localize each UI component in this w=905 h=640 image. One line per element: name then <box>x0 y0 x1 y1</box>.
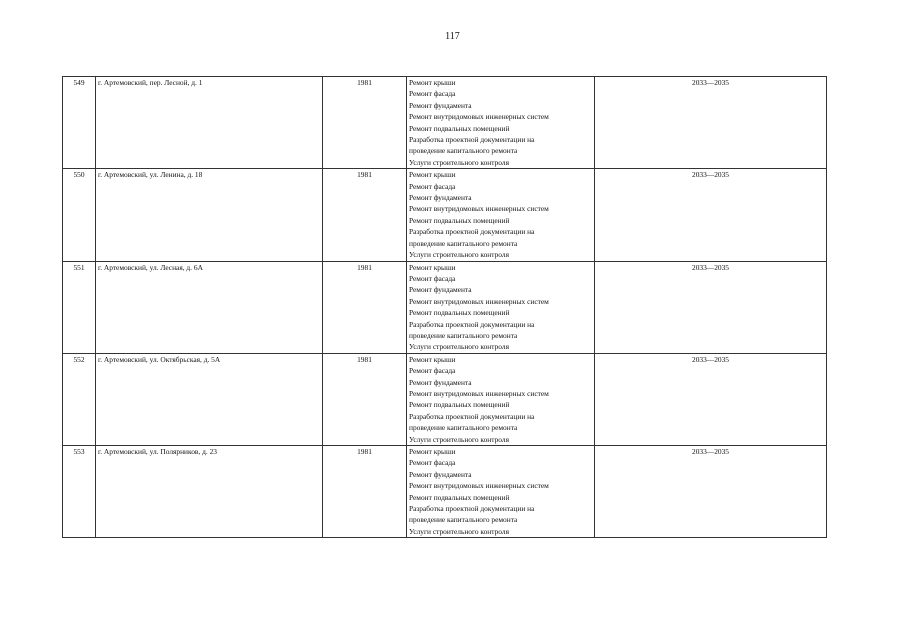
repair-work-item: Ремонт фундамента <box>409 193 472 203</box>
repair-work-item: Ремонт фасада <box>409 273 456 283</box>
building-address: г. Артемовский, ул. Октябрьская, д. 5А <box>96 353 323 445</box>
repair-work-item: Ремонт подвальных помещений <box>409 400 510 410</box>
repair-period: 2033—2035 <box>595 77 827 169</box>
row-number: 550 <box>63 169 96 261</box>
repair-work-item: Ремонт фундамента <box>409 285 472 295</box>
repair-work-item: Ремонт крыши <box>409 170 456 180</box>
repair-work-item: Ремонт крыши <box>409 447 456 456</box>
repair-work-item: Разработка проектной документации на <box>409 227 535 237</box>
repair-period: 2033—2035 <box>595 169 827 261</box>
repair-work-item: проведение капитального ремонта <box>409 238 518 248</box>
repair-work-item: Ремонт подвальных помещений <box>409 308 510 318</box>
construction-year: 1981 <box>323 353 407 445</box>
repair-work-item: проведение капитального ремонта <box>409 146 518 156</box>
table-row <box>63 353 827 445</box>
construction-year: 1981 <box>323 261 407 353</box>
repair-works-list <box>407 169 595 261</box>
row-number: 553 <box>63 446 96 538</box>
repair-work-item: Разработка проектной документации на <box>409 135 535 145</box>
repair-work-item: Услуги строительного контроля <box>409 526 509 536</box>
repair-work-item: Услуги строительного контроля <box>409 342 509 352</box>
repair-work-item: Ремонт крыши <box>409 262 456 272</box>
repair-work-item: проведение капитального ремонта <box>409 423 518 433</box>
building-address: г. Артемовский, ул. Лесная, д. 6А <box>96 261 323 353</box>
repair-work-item: Разработка проектной документации на <box>409 411 535 421</box>
repair-work-item: Услуги строительного контроля <box>409 250 509 260</box>
repair-work-item: Ремонт внутридомовых инженерных систем <box>409 296 549 306</box>
building-address: г. Артемовский, пер. Лесной, д. 1 <box>96 77 323 169</box>
repair-work-item: Услуги строительного контроля <box>409 157 509 167</box>
page-number: 117 <box>445 31 460 42</box>
repair-work-item: Ремонт внутридомовых инженерных систем <box>409 112 549 122</box>
repair-period: 2033—2035 <box>595 353 827 445</box>
repair-works-list <box>407 446 595 538</box>
repair-work-item: Ремонт крыши <box>409 78 456 87</box>
repair-work-item: Разработка проектной документации на <box>409 504 535 514</box>
table-row <box>63 261 827 353</box>
repair-work-item: Услуги строительного контроля <box>409 434 509 444</box>
table-row <box>63 169 827 261</box>
repair-work-item: проведение капитального ремонта <box>409 330 518 340</box>
repair-work-item: Ремонт внутридомовых инженерных систем <box>409 204 549 214</box>
repair-work-item: Ремонт внутридомовых инженерных систем <box>409 481 549 491</box>
repair-period: 2033—2035 <box>595 446 827 538</box>
repair-works-list <box>407 353 595 445</box>
table-row <box>63 77 827 169</box>
repair-works-list <box>407 77 595 169</box>
table-row <box>63 446 827 538</box>
building-address: г. Артемовский, ул. Ленина, д. 18 <box>96 169 323 261</box>
row-number: 551 <box>63 261 96 353</box>
repair-work-item: Ремонт подвальных помещений <box>409 492 510 502</box>
building-address: г. Артемовский, ул. Полярников, д. 23 <box>96 446 323 538</box>
row-number: 552 <box>63 353 96 445</box>
repair-work-item: Ремонт внутридомовых инженерных систем <box>409 388 549 398</box>
repair-work-item: Ремонт подвальных помещений <box>409 123 510 133</box>
repair-work-item: Ремонт фасада <box>409 89 456 99</box>
repair-work-item: Ремонт фундамента <box>409 469 472 479</box>
construction-year: 1981 <box>323 169 407 261</box>
repair-work-item: Ремонт фасада <box>409 458 456 468</box>
repair-work-item: Ремонт подвальных помещений <box>409 215 510 225</box>
repair-period: 2033—2035 <box>595 261 827 353</box>
construction-year: 1981 <box>323 77 407 169</box>
repair-work-item: Ремонт крыши <box>409 354 456 364</box>
construction-year: 1981 <box>323 446 407 538</box>
repair-work-item: Ремонт фундамента <box>409 100 472 110</box>
row-number: 549 <box>63 77 96 169</box>
repair-work-item: Ремонт фасада <box>409 366 456 376</box>
repair-work-item: проведение капитального ремонта <box>409 515 518 525</box>
repair-work-item: Разработка проектной документации на <box>409 319 535 329</box>
repair-works-list <box>407 261 595 353</box>
repair-work-item: Ремонт фасада <box>409 181 456 191</box>
building-registry-table <box>62 76 827 538</box>
repair-work-item: Ремонт фундамента <box>409 377 472 387</box>
